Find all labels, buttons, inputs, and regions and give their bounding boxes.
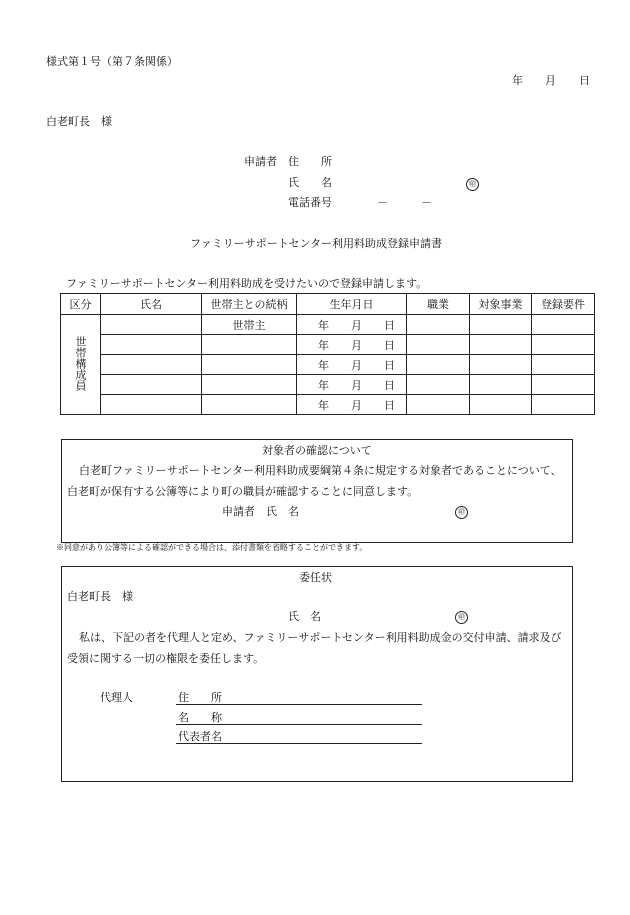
header-relation: 世帯主との続柄 xyxy=(202,294,297,315)
table-row xyxy=(61,315,595,335)
relation-cell[interactable] xyxy=(202,395,297,415)
relation-cell[interactable] xyxy=(202,355,297,375)
target-service-cell[interactable] xyxy=(470,335,532,355)
target-service-cell[interactable] xyxy=(470,375,532,395)
birthdate-cell[interactable]: 年 月 日 xyxy=(297,395,407,415)
date-year: 年 xyxy=(512,74,523,87)
agent-title-label: 名 称 xyxy=(178,711,222,724)
birthdate-cell[interactable]: 年 月 日 xyxy=(297,335,407,355)
requirement-cell[interactable] xyxy=(532,395,595,415)
agent-address-label: 住 所 xyxy=(178,691,222,704)
target-service-cell[interactable] xyxy=(470,395,532,415)
proxy-name-label: 氏 名 xyxy=(288,610,321,623)
date-day: 日 xyxy=(579,74,590,87)
header-category: 区分 xyxy=(61,294,101,315)
header-birthdate: 生年月日 xyxy=(297,294,407,315)
applicant-address-label: 住 所 xyxy=(288,155,332,168)
name-cell[interactable] xyxy=(101,355,202,375)
consent-signer-label: 申請者 氏 名 xyxy=(222,505,299,518)
birthdate-cell[interactable]: 年 月 日 xyxy=(297,315,407,335)
requirement-cell[interactable] xyxy=(532,315,595,335)
table-header-row xyxy=(61,294,595,315)
document-title: ファミリーサポートセンター利用料助成登録申請書 xyxy=(190,237,443,250)
proxy-seal: ㊞ xyxy=(455,610,468,624)
proxy-line-1: 私は、下記の者を代理人と定め、ファミリーサポートセンター利用料助成金の交付申請、請求及び xyxy=(79,631,562,644)
relation-cell[interactable] xyxy=(202,375,297,395)
relation-cell[interactable] xyxy=(202,335,297,355)
consent-title: 対象者の確認について xyxy=(262,444,372,457)
table-row xyxy=(61,355,595,375)
occupation-cell[interactable] xyxy=(407,395,470,415)
birthdate-cell[interactable]: 年 月 日 xyxy=(297,375,407,395)
occupation-cell[interactable] xyxy=(407,335,470,355)
birthdate-cell[interactable]: 年 月 日 xyxy=(297,355,407,375)
requirement-cell[interactable] xyxy=(532,375,595,395)
note-text: ※同意があり公簿等による確認ができる場合は、添付書類を省略することができます。 xyxy=(56,543,368,552)
name-cell[interactable] xyxy=(101,375,202,395)
agent-label: 代理人 xyxy=(100,691,133,704)
target-service-cell[interactable] xyxy=(470,315,532,335)
date-month: 月 xyxy=(545,74,556,87)
household-table xyxy=(60,293,595,415)
applicant-seal: ㊞ xyxy=(466,177,479,191)
name-cell[interactable] xyxy=(101,395,202,415)
intro-text: ファミリーサポートセンター利用料助成を受けたいので登録申請します。 xyxy=(66,277,428,290)
header-occupation: 職業 xyxy=(407,294,470,315)
applicant-name-label: 氏 名 xyxy=(288,176,332,189)
proxy-addressee: 白老町長 様 xyxy=(67,590,133,603)
phone-dash-2: － xyxy=(421,196,432,209)
agent-address-line[interactable] xyxy=(176,704,422,705)
consent-line-1: 白老町ファミリーサポートセンター利用料助成要綱第４条に規定する対象者であることについて、 xyxy=(79,464,562,477)
target-service-cell[interactable] xyxy=(470,355,532,375)
section-label: 世帯構成員 xyxy=(74,335,87,391)
section-label-cell xyxy=(61,315,101,415)
agent-title-line[interactable] xyxy=(176,724,422,725)
table-row xyxy=(61,335,595,355)
consent-line-2: 白老町が保有する公簿等により町の職員が確認することに同意します。 xyxy=(67,485,419,498)
occupation-cell[interactable] xyxy=(407,315,470,335)
addressee: 白老町長 様 xyxy=(46,115,112,128)
table-row xyxy=(61,395,595,415)
phone-dash-1: － xyxy=(377,196,388,209)
requirement-cell[interactable] xyxy=(532,355,595,375)
requirement-cell[interactable] xyxy=(532,335,595,355)
occupation-cell[interactable] xyxy=(407,355,470,375)
applicant-label: 申請者 xyxy=(244,155,277,168)
applicant-phone-label: 電話番号 xyxy=(288,196,332,209)
relation-cell[interactable]: 世帯主 xyxy=(202,315,297,335)
occupation-cell[interactable] xyxy=(407,375,470,395)
proxy-title: 委任状 xyxy=(299,571,332,584)
agent-representative-line[interactable] xyxy=(176,743,422,744)
name-cell[interactable] xyxy=(101,315,202,335)
header-name: 氏名 xyxy=(101,294,202,315)
header-target-service: 対象事業 xyxy=(470,294,532,315)
agent-representative-label: 代表者名 xyxy=(178,730,222,743)
header-requirement: 登録要件 xyxy=(532,294,595,315)
table-row xyxy=(61,375,595,395)
proxy-line-2: 受領に関する一切の権限を委任します。 xyxy=(67,652,265,665)
form-number: 様式第１号（第７条関係） xyxy=(46,55,178,68)
name-cell[interactable] xyxy=(101,335,202,355)
proxy-box xyxy=(61,566,573,782)
consent-seal: ㊞ xyxy=(455,505,468,519)
